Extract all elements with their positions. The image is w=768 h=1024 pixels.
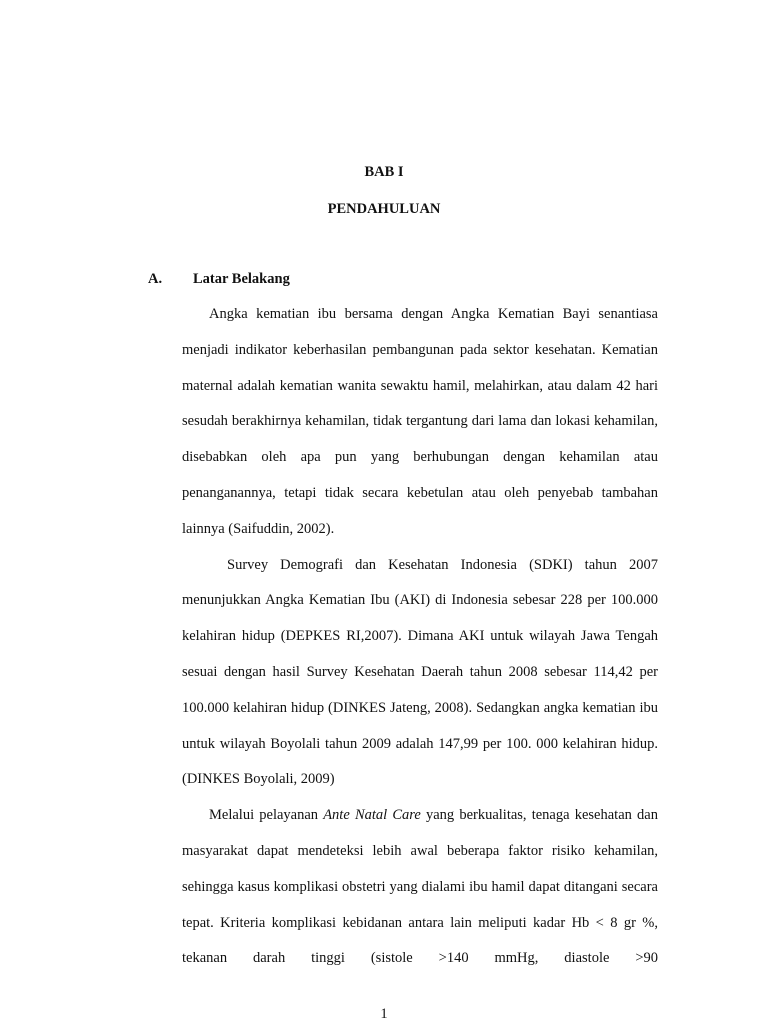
chapter-title: PENDAHULUAN <box>327 201 441 217</box>
page-number: 1 <box>380 1006 388 1022</box>
paragraph-3 <box>182 798 658 977</box>
paragraph-1: Angka kematian ibu bersama dengan Angka Kematian Bayi senantiasa menjadi indikator keberhasilan pembangunan pada sektor kesehatan. Kematian maternal adalah kematian wanita sewaktu hamil, melahirkan, atau dalam 42 hari sesudah berakhirnya kehamilan, tidak tergantung dari lama dan lokasi kehamilan, disebabkan oleh apa pun yang berhubungan dengan kehamilan atau penanganannya, tetapi tidak secara kebetulan atau oleh penyebab tambahan lainnya (Saifuddin, 2002). <box>182 306 658 537</box>
paragraph-2: Survey Demografi dan Kesehatan Indonesia (SDKI) tahun 2007 menunjukkan Angka Kematian Ibu (AKI) di Indonesia sebesar 228 per 100.000 kelahiran hidup (DEPKES RI,2007). Dimana AKI untuk wilayah Jawa Tengah sesuai dengan hasil Survey Kesehatan Daerah tahun 2008 sebesar 114,42 per 100.000 kelahiran hidup (DINKES Jateng, 2008). Sedangkan angka kematian ibu untuk wilayah Boyolali tahun 2009 adalah 147,99 per 100. 000 kelahiran hidup. (DINKES Boyolali, 2009) <box>182 556 658 788</box>
paragraph-3-italic-term: Ante Natal Care <box>323 807 421 824</box>
paragraph-3-rest: yang berkualitas, tenaga kesehatan dan masyarakat dapat mendeteksi lebih awal beberapa faktor risiko kehamilan, sehingga kasus komplikasi obstetri yang dialami ibu hamil dapat ditangani secara tepat. Kriteria komplikasi kebidanan antara lain meliputi kadar Hb < 8 gr %, tekanan darah tinggi (sistole >140 mmHg, diastole >90 <box>182 807 658 967</box>
section-letter: A. <box>148 271 163 287</box>
body-text <box>182 297 658 977</box>
section-title: Latar Belakang <box>193 271 290 287</box>
chapter-number: BAB I <box>364 164 404 180</box>
paragraph-3-start: Melalui pelayanan <box>209 807 324 824</box>
